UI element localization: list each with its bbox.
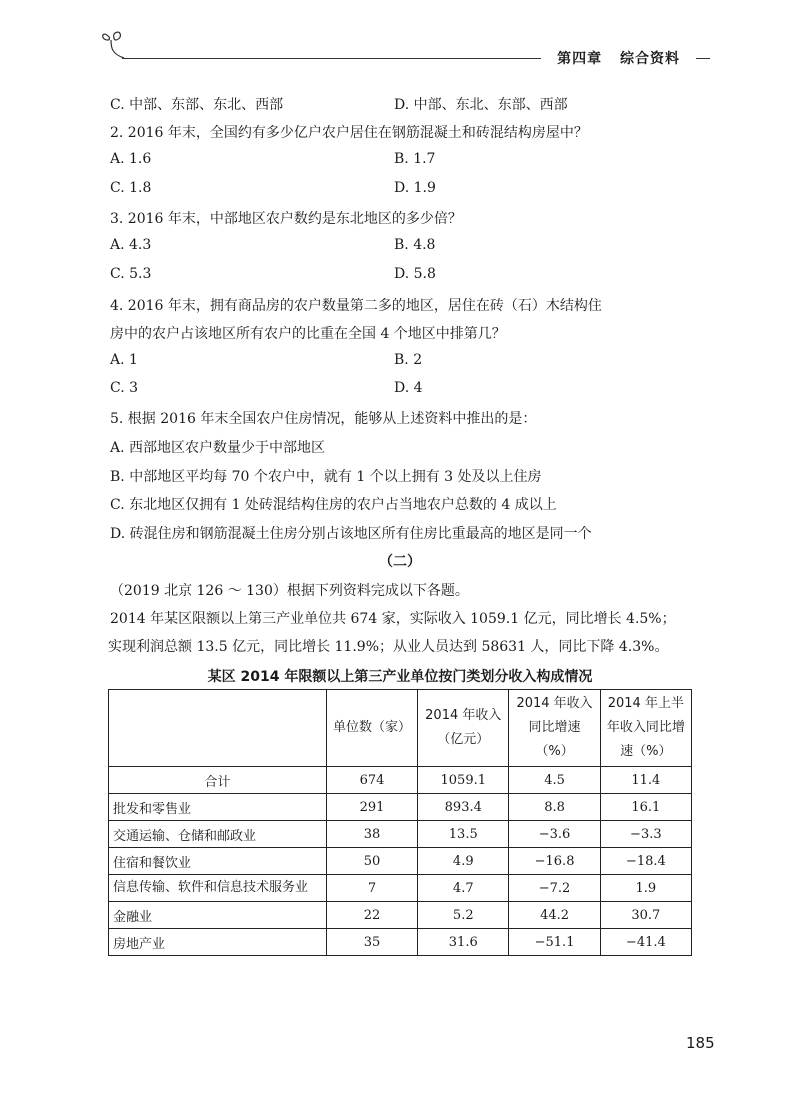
row-income: 4.7 <box>418 875 509 902</box>
row-units: 674 <box>326 767 417 794</box>
row-income: 4.9 <box>418 848 509 875</box>
table-row <box>109 848 692 875</box>
row-h1-growth: 16.1 <box>600 794 691 821</box>
q5-option-c[interactable]: C. 东北地区仅拥有 1 处砖混结构住房的农户占当地农户总数的 4 成以上 <box>110 497 557 513</box>
q3-option-a[interactable]: A. 4.3 <box>110 237 152 253</box>
row-h1-growth: −18.4 <box>600 848 691 875</box>
row-h1-growth: 11.4 <box>600 767 691 794</box>
row-income: 31.6 <box>418 929 509 956</box>
page-header <box>100 28 710 68</box>
row-name: 信息传输、软件和信息技术服务业 <box>109 875 327 902</box>
row-units: 7 <box>326 875 417 902</box>
q5-option-d[interactable]: D. 砖混住房和钢筋混凝土住房分别占该地区所有住房比重最高的地区是同一个 <box>110 526 592 542</box>
table-header-cell: 2014 年收入（亿元） <box>418 690 509 767</box>
row-growth: 44.2 <box>509 902 600 929</box>
q4-option-b[interactable]: B. 2 <box>394 352 423 368</box>
sprout-icon <box>100 28 132 62</box>
q4-stem-line2: 房中的农户占该地区所有农户的比重在全国 4 个地区中排第几？ <box>110 326 506 342</box>
row-h1-growth: −41.4 <box>600 929 691 956</box>
table-row <box>109 794 692 821</box>
q4-option-c[interactable]: C. 3 <box>110 380 139 396</box>
table-row <box>109 875 692 902</box>
section-paragraph-line2: 实现利润总额 13.5 亿元，同比增长 11.9%；从业人员达到 58631 人，同比下降 4.3%。 <box>108 639 669 655</box>
chapter-title: 综合资料 <box>620 51 680 67</box>
q2-option-d[interactable]: D. 1.9 <box>394 180 436 196</box>
table-title: 某区 2014 年限额以上第三产业单位按门类划分收入构成情况 <box>207 669 593 685</box>
q3-stem: 3. 2016 年末，中部地区农户数约是东北地区的多少倍？ <box>110 211 462 227</box>
section-paragraph-line1: 2014 年某区限额以上第三产业单位共 674 家，实际收入 1059.1 亿元，同比增长 4.5%； <box>110 611 676 627</box>
section-source: （2019 北京 126 ～ 130）根据下列资料完成以下各题。 <box>110 583 469 599</box>
table-row <box>109 929 692 956</box>
row-h1-growth: 1.9 <box>600 875 691 902</box>
table-row <box>109 767 692 794</box>
q2-option-c[interactable]: C. 1.8 <box>110 180 152 196</box>
chapter-number: 第四章 <box>557 51 603 67</box>
table-row <box>109 902 692 929</box>
table-header-cell: 2014 年收入同比增速（%） <box>509 690 600 767</box>
q4-option-d[interactable]: D. 4 <box>394 380 423 396</box>
row-growth: −3.6 <box>509 821 600 848</box>
row-growth: 4.5 <box>509 767 600 794</box>
row-units: 50 <box>326 848 417 875</box>
table-header-cell <box>109 690 327 767</box>
row-units: 38 <box>326 821 417 848</box>
table-header-cell: 2014 年上半年收入同比增速（%） <box>600 690 691 767</box>
row-units: 291 <box>326 794 417 821</box>
q3-option-b[interactable]: B. 4.8 <box>394 237 436 253</box>
q2-option-a[interactable]: A. 1.6 <box>110 151 152 167</box>
q3-option-d[interactable]: D. 5.8 <box>394 266 436 282</box>
chapter-label <box>541 48 696 68</box>
q4-stem-line1: 4. 2016 年末，拥有商品房的农户数量第二多的地区，居住在砖（石）木结构住 <box>110 298 602 314</box>
q5-stem: 5. 根据 2016 年末全国农户住房情况，能够从上述资料中推出的是： <box>110 411 537 427</box>
row-name: 批发和零售业 <box>109 794 327 821</box>
q4-option-a[interactable]: A. 1 <box>110 352 138 368</box>
table-row <box>109 821 692 848</box>
row-income: 13.5 <box>418 821 509 848</box>
q1-option-d[interactable]: D. 中部、东北、东部、西部 <box>394 97 568 113</box>
row-h1-growth: 30.7 <box>600 902 691 929</box>
row-income: 893.4 <box>418 794 509 821</box>
row-growth: −51.1 <box>509 929 600 956</box>
row-h1-growth: −3.3 <box>600 821 691 848</box>
income-table <box>108 689 692 956</box>
q3-option-c[interactable]: C. 5.3 <box>110 266 152 282</box>
row-name: 房地产业 <box>109 929 327 956</box>
q5-option-a[interactable]: A. 西部地区农户数量少于中部地区 <box>110 440 326 456</box>
row-income: 5.2 <box>418 902 509 929</box>
q5-option-b[interactable]: B. 中部地区平均每 70 个农户中，就有 1 个以上拥有 3 处及以上住房 <box>110 469 542 485</box>
row-units: 22 <box>326 902 417 929</box>
q2-option-b[interactable]: B. 1.7 <box>394 151 436 167</box>
table-header-cell: 单位数（家） <box>326 690 417 767</box>
q1-option-c[interactable]: C. 中部、东部、东北、西部 <box>110 97 284 113</box>
row-name: 交通运输、仓储和邮政业 <box>109 821 327 848</box>
row-income: 1059.1 <box>418 767 509 794</box>
row-name: 合计 <box>109 767 327 794</box>
row-units: 35 <box>326 929 417 956</box>
row-name: 住宿和餐饮业 <box>109 848 327 875</box>
row-growth: −16.8 <box>509 848 600 875</box>
row-growth: 8.8 <box>509 794 600 821</box>
row-name: 金融业 <box>109 902 327 929</box>
row-growth: −7.2 <box>509 875 600 902</box>
page-number: 185 <box>686 1034 715 1052</box>
table-header-row <box>109 690 692 767</box>
section-title: （二） <box>379 554 421 570</box>
q2-stem: 2. 2016 年末，全国约有多少亿户农户居住在钢筋混凝土和砖混结构房屋中？ <box>110 125 588 141</box>
